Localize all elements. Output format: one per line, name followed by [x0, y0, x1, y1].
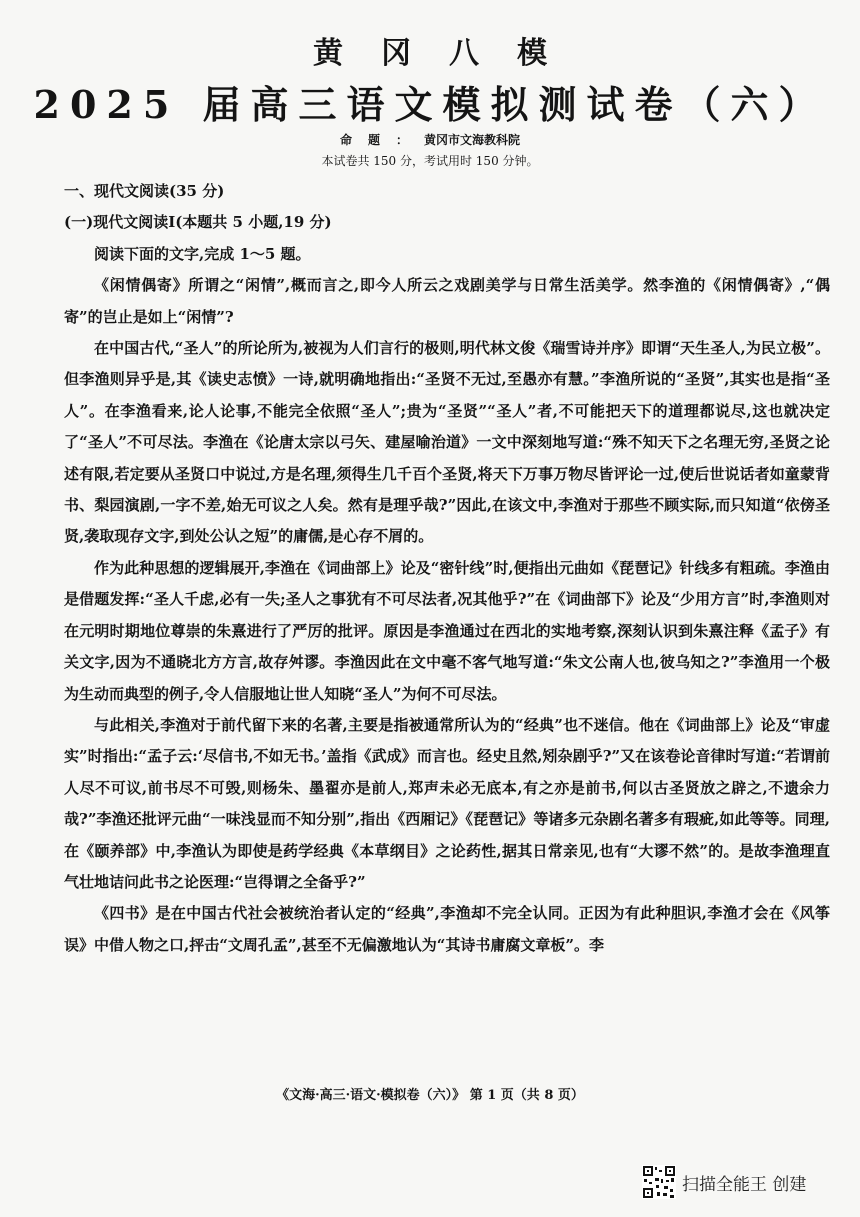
exam-series-title: 黄冈八模: [313, 36, 585, 71]
setter-label: 命题：: [339, 133, 424, 147]
exam-body: [64, 176, 830, 961]
paragraph: 在中国古代,“圣人”的所论所为,被视为人们言行的极则,明代林文俊《瑞雪诗并序》即谓“天生圣人,为民立极”。但李渔则异乎是,其《读史志愤》一诗,就明确地指出:“圣贤不无过,至愚亦有慧。”李渔所说的“圣贤”,其实也是指“圣人”。在李渔看来,论人论事,不能完全依照“圣人”;贵为“圣贤”“圣人”者,不可能把天下的道理都说尽,这也就决定了“圣人”不可尽法。李渔在《论唐太宗以弓矢、建屋喻治道》一文中深刻地写道:“殊不知天下之名理无穷,圣贤之论述有限,若定要从圣贤口中说过,方是名理,须得生几千百个圣贤,将天下万事万物尽皆评论一过,使后世说话者如童蒙背书、梨园演剧,一字不差,始无可议之人矣。然有是理乎哉?”因此,在该文中,李渔对于那些不顾实际,而只知道“依傍圣贤,袭取现存文字,到处公认之短”的庸儒,是心存不屑的。: [64, 339, 830, 546]
paragraph: 与此相关,李渔对于前代留下来的名著,主要是指被通常所认为的“经典”也不迷信。他在《词曲部上》论及“审虚实”时指出:“孟子云:‘尽信书,不如无书。’盖指《武成》而言也。经史且然,矧杂剧乎?”又在该卷论音律时写道:“若谓前人尽不可议,前书尽不可毁,则杨朱、墨翟亦是前人,郑声未必无底本,有之亦是前书,何以古圣贤放之辟之,不遗余力哉?”李渔还批评元曲“一味浅显而不知分别”,指出《西厢记》《琵琶记》等诸多元杂剧名著多有瑕疵,如此等等。同理,在《颐养部》中,李渔认为即使是药学经典《本草纲目》之论药性,据其日常亲见,也有“大谬不然”的。是故李渔理直气壮地诘问此书之论医理:“岂得谓之全备乎?”: [64, 715, 830, 891]
paragraph: 《闲情偶寄》所谓之“闲情”,概而言之,即今人所云之戏剧美学与日常生活美学。然李渔的《闲情偶寄》,“偶寄”的岂止是如上“闲情”?: [64, 276, 830, 326]
sub-section-heading: (一)现代文阅读Ⅰ(本题共 5 小题,19 分): [64, 213, 332, 232]
setter-line: [0, 131, 860, 148]
qr-code-icon: [642, 1165, 676, 1199]
paragraph: 《四书》是在中国古代社会被统治者认定的“经典”,李渔却不完全认同。正因为有此种胆识,李渔才会在《风筝误》中借人物之口,抨击“文周孔孟”,甚至不无偏激地认为“其诗书庸腐文章板”。李: [64, 904, 830, 954]
exam-title: 2025 届高三语文模拟测试卷（六）: [33, 82, 827, 127]
page-footer: 《文海·高三·语文·模拟卷（六）》 第 1 页（共 8 页）: [276, 1088, 584, 1103]
reading-instruction: 阅读下面的文字,完成 1～5 题。: [94, 244, 311, 263]
setter-name: 黄冈市文海教科院: [424, 133, 521, 147]
section-heading: 一、现代文阅读(35 分): [64, 182, 225, 200]
scanner-watermark: [642, 1165, 806, 1199]
exam-info: 本试卷共 150 分，考试用时 150 分钟。: [321, 154, 539, 168]
paragraph: 作为此种思想的逻辑展开,李渔在《词曲部上》论及“密针线”时,便指出元曲如《琵琶记》针线多有粗疏。李渔由是借题发挥:“圣人千虑,必有一失;圣人之事犹有不可尽法者,况其他乎?”在《词曲部下》论及“少用方言”时,李渔则对在元明时期地位尊崇的朱熹进行了严厉的批评。原因是李渔通过在西北的实地考察,深刻认识到朱熹注释《孟子》有关文字,因为不通晓北方方言,故存舛谬。李渔因此在文中毫不客气地写道:“朱文公南人也,彼乌知之?”李渔用一个极为生动而典型的例子,令人信服地让世人知晓“圣人”为何不可尽法。: [64, 558, 830, 703]
watermark-text: 扫描全能王 创建: [682, 1174, 807, 1195]
